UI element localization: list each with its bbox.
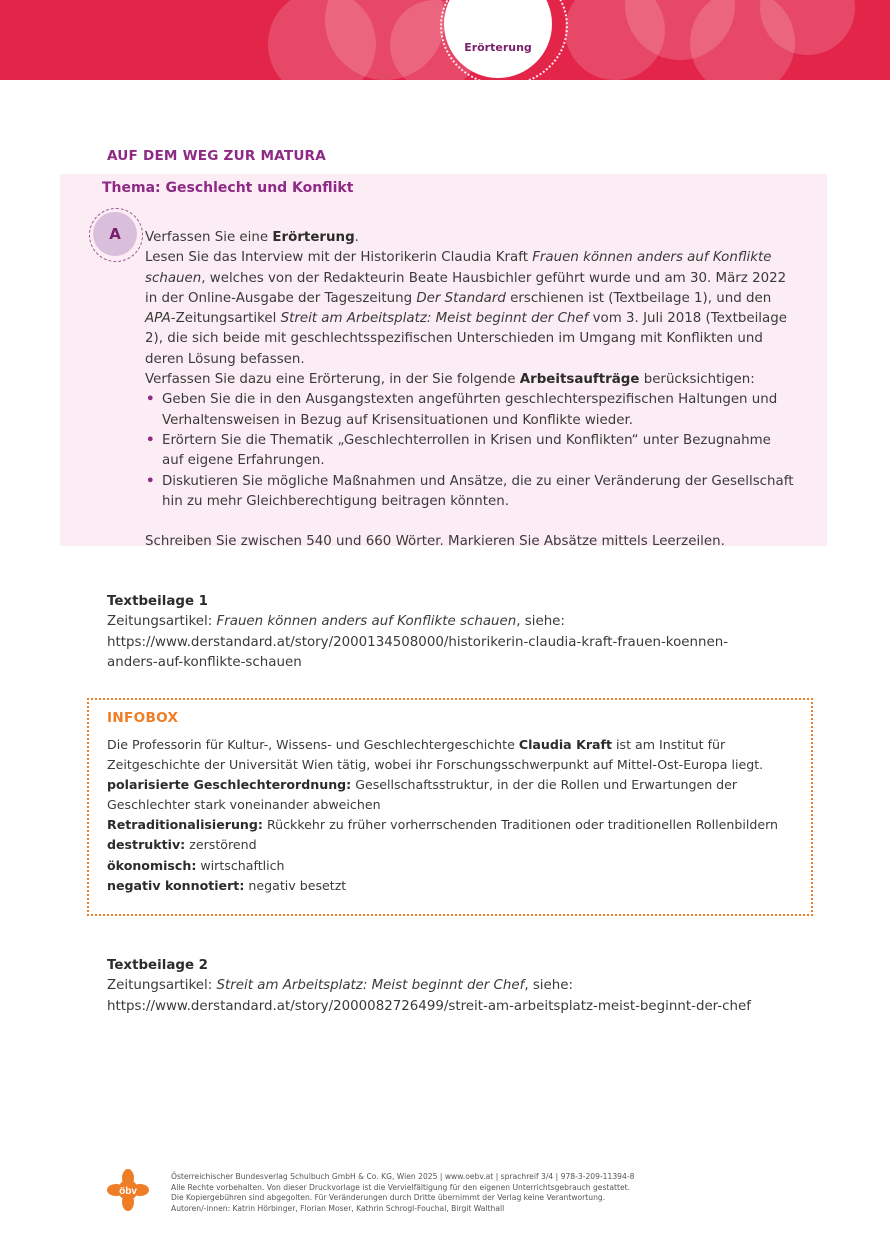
infobox-term: polarisierte Geschlechterordnung: Gesellschaftsstruktur, in der die Rollen und Erwartungen der Geschlechter stark voneinander abweichen: [107, 777, 738, 813]
infobox-term: destruktiv: zerstörend: [107, 837, 257, 853]
task-bullet-list: [145, 390, 795, 512]
badge-letter: A: [93, 212, 137, 256]
theme-title: Thema: Geschlecht und Konflikt: [102, 180, 354, 196]
task-badge: [89, 208, 145, 264]
textbeilage-2-url: https://www.derstandard.at/story/2000082726499/streit-am-arbeitsplatz-meist-beginnt-der-chef: [107, 998, 751, 1014]
textbeilage-1-source: Zeitungsartikel: Frauen können anders auf Konflikte schauen, siehe:: [107, 614, 565, 630]
task-paragraph-2: Verfassen Sie dazu eine Erörterung, in der Sie folgende Arbeitsaufträge berücksichtigen:: [145, 372, 755, 388]
task-bullet: • Diskutieren Sie mögliche Maßnahmen und Ansätze, die zu einer Veränderung der Gesellschaft hin zu mehr Gleichberechtigung beitragen könnten.: [146, 473, 794, 509]
textbeilage-2-label: Textbeilage 2: [107, 958, 209, 973]
infobox-term: ökonomisch: wirtschaftlich: [107, 857, 285, 873]
section-title: AUF DEM WEG ZUR MATURA: [107, 148, 326, 164]
textbeilage-2: [107, 956, 787, 1017]
task-bullet: • Erörtern Sie die Thematik „Geschlechterrollen in Krisen und Konflikten“ unter Bezugnahme auf eigene Erfahrungen.: [146, 432, 771, 469]
oebv-logo-text: öbv: [119, 1186, 137, 1197]
infobox-term: negativ konnotiert: negativ besetzt: [107, 877, 347, 893]
bullet-icon: •: [146, 432, 155, 448]
footer-line: Alle Rechte vorbehalten. Von dieser Druckvorlage ist die Vervielfältigung für den eigenen Unterrichtsgebrauch gestattet.: [171, 1182, 631, 1192]
footer-imprint: [171, 1172, 731, 1214]
textbeilage-1-label: Textbeilage 1: [107, 594, 209, 609]
infobox: [87, 698, 813, 916]
infobox-intro: Die Professorin für Kultur-, Wissens- und Geschlechtergeschichte Claudia Kraft ist am Institut für Zeitgeschichte der Universität Wien tätig, wobei ihr Forschungsschwerpunkt auf Mittel-Ost-Europa liegt.: [107, 737, 764, 773]
footer-line: Autoren/-innen: Katrin Hörbinger, Florian Moser, Kathrin Schrogl-Fouchal, Birgit Walthall: [171, 1203, 505, 1213]
infobox-title: INFOBOX: [107, 710, 179, 726]
task-paragraph-1: Lesen Sie das Interview mit der Historikerin Claudia Kraft Frauen können anders auf Konflikte schauen, welches von der Redakteurin Beate Hausbichler geführt wurde und am 30. März 2022 in der Online-Ausgabe der Tageszeitung Der Standard erschienen ist (Textbeilage 1), und den APA-Zeitungsartikel Streit am Arbeitsplatz: Meist beginnt der Chef vom 3. Juli 2018 (Textbeilage 2), die sich beide mit geschlechtsspezifischen Unterschieden im Umgang mit Konflikten und deren Lösung befassen.: [145, 250, 787, 367]
oebv-logo: [106, 1168, 150, 1212]
task-bullet: • Geben Sie die in den Ausgangstexten angeführten geschlechterspezifischen Haltungen und Verhaltensweisen in Bezug auf Krisensituationen und Konflikte wieder.: [146, 392, 778, 428]
footer-line: Die Kopiergebühren sind abgegolten. Für Veränderungen durch Dritte übernimmt der Verlag keine Verantwortung.: [171, 1193, 606, 1203]
infobox-content: [107, 735, 797, 896]
task-box: [60, 174, 827, 550]
task-intro: Verfassen Sie eine Erörterung.: [145, 230, 359, 245]
bullet-icon: •: [146, 473, 155, 489]
textbeilage-1: [107, 592, 787, 673]
textbeilage-2-source: Zeitungsartikel: Streit am Arbeitsplatz: Meist beginnt der Chef, siehe:: [107, 978, 573, 994]
header-label: Erörterung: [464, 41, 532, 54]
infobox-term: Retraditionalisierung: Rückkehr zu früher vorherrschenden Traditionen oder traditionellen Rollenbildern: [107, 817, 779, 833]
task-instructions: [145, 228, 795, 552]
header-tab-ring: [440, 0, 568, 80]
page-header: [0, 0, 890, 80]
textbeilage-1-url: https://www.derstandard.at/story/2000134508000/historikerin-claudia-kraft-frauen-koennen-anders-auf-konflikte-schauen: [107, 634, 729, 670]
footer-line: Österreichischer Bundesverlag Schulbuch GmbH & Co. KG, Wien 2025 | www.oebv.at | sprachreif 3/4 | 978-3-209-11394-8: [171, 1172, 635, 1181]
task-closing: Schreiben Sie zwischen 540 und 660 Wörter. Markieren Sie Absätze mittels Leerzeilen.: [145, 534, 725, 550]
bullet-icon: •: [146, 392, 155, 408]
